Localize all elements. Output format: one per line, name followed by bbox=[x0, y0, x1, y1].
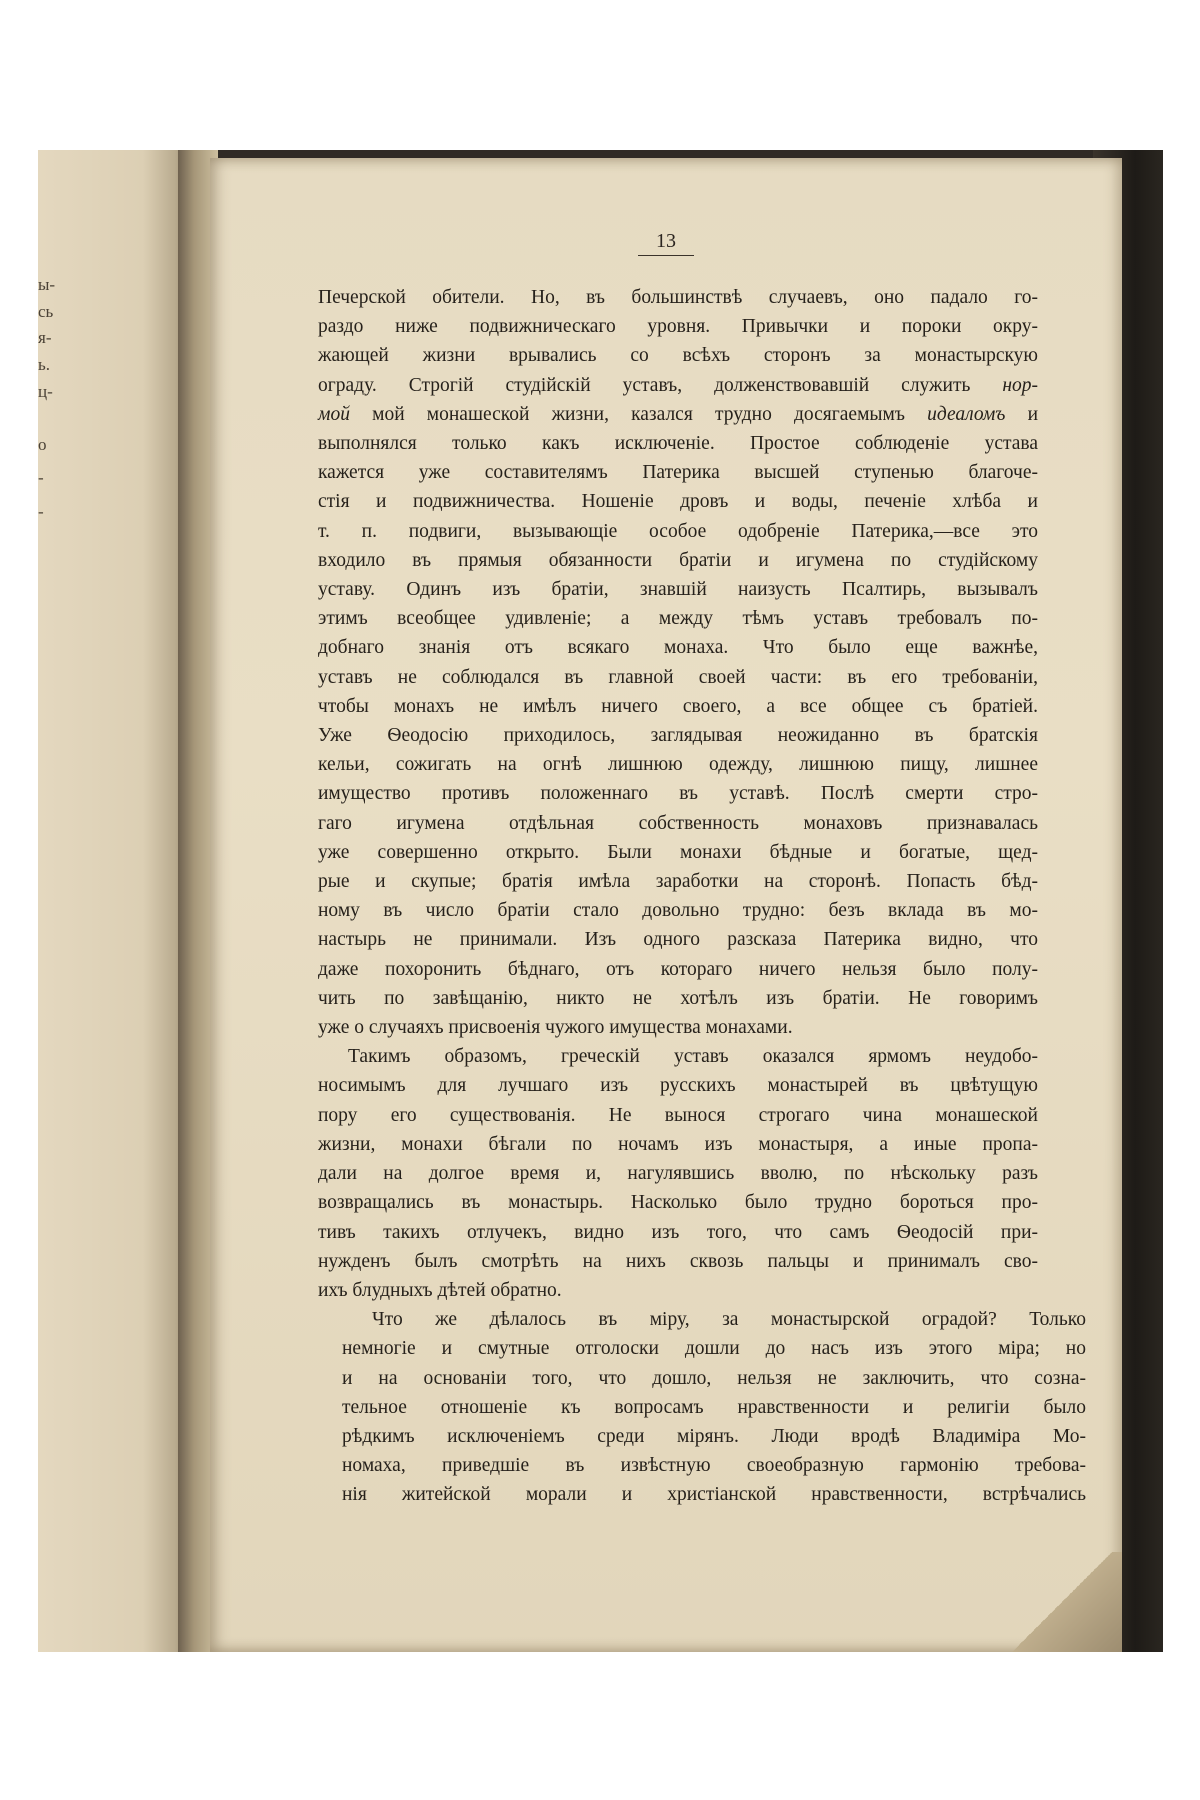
left-page-fragment: сь bbox=[38, 302, 54, 321]
text-line: Такимъ образомъ, греческій уставъ оказался ярмомъ неудобо- bbox=[348, 1046, 1038, 1068]
paragraph-3 bbox=[342, 1305, 1086, 1509]
text-line: т. п. подвиги, вызывающіе особое одобреніе Патерика,—все это bbox=[318, 520, 1038, 542]
text-line: номаха, приведшіе въ извѣстную своеобразную гармонію требова- bbox=[342, 1455, 1086, 1477]
paragraph-1 bbox=[318, 283, 1038, 1042]
text-line: рые и скупые; братія имѣла заработки на сторонѣ. Попасть бѣд- bbox=[318, 871, 1038, 893]
folded-page-corner bbox=[1002, 1552, 1122, 1652]
text-line: уже о случаяхъ присвоенія чужого имущества монахами. bbox=[318, 1017, 793, 1039]
text-line: кельи, сожигать на огнѣ лишнюю одежду, лишнюю пищу, лишнее bbox=[318, 754, 1038, 776]
page-number-text: 13 bbox=[638, 230, 694, 256]
text-segment: мой монашеской жизни, казался трудно досягаемымъ bbox=[372, 403, 905, 425]
text-line: тельное отношеніе къ вопросамъ нравственности и религіи было bbox=[342, 1396, 1086, 1418]
left-page-fragment: ц- bbox=[38, 382, 53, 401]
text-line: входило въ прямыя обязанности братіи и игумена по студійскому bbox=[318, 549, 1038, 571]
text-line: чтобы монахъ не имѣлъ ничего своего, а все общее съ братіей. bbox=[318, 695, 1038, 717]
text-line: дали на долгое время и, нагулявшись вволю, по нѣскольку разъ bbox=[318, 1163, 1038, 1185]
text-line: Что же дѣлалось въ міру, за монастырской оградой? Только bbox=[372, 1309, 1086, 1331]
text-line: стія и подвижничества. Ношеніе дровъ и воды, печеніе хлѣба и bbox=[318, 491, 1038, 513]
text-line: рѣдкимъ исключеніемъ среди мірянъ. Люди вродѣ Владиміра Мо- bbox=[342, 1425, 1086, 1447]
left-page-fragment: ы- bbox=[38, 275, 56, 294]
left-page bbox=[38, 150, 188, 1652]
text-line: Уже Ѳеодосію приходилось, заглядывая неожиданно въ братскія bbox=[318, 725, 1038, 747]
paragraph-2 bbox=[318, 1042, 1038, 1305]
text-line: добнаго знанія отъ всякаго монаха. Что было еще важнѣе, bbox=[318, 637, 1038, 659]
text-line: жающей жизни врывались со всѣхъ сторонъ за монастырскую bbox=[318, 345, 1038, 367]
text-line: уже совершенно открыто. Были монахи бѣдные и богатые, щед- bbox=[318, 841, 1038, 863]
text-line: настырь не принимали. Изъ одного разсказа Патерика видно, что bbox=[318, 929, 1038, 951]
text-line: выполнялся только какъ исключеніе. Простое соблюденіе устава bbox=[318, 433, 1038, 455]
left-page-fragment: ь. bbox=[38, 355, 51, 374]
text-line: носимымъ для лучшаго изъ русскихъ монастырей въ цвѣтущую bbox=[318, 1075, 1038, 1097]
book-photo bbox=[38, 150, 1163, 1652]
text-line: нужденъ былъ смотрѣть на нихъ сквозь пальцы и принималъ сво- bbox=[318, 1250, 1038, 1272]
text-line: уставу. Одинъ изъ братіи, знавшій наизусть Псалтирь, вызывалъ bbox=[318, 579, 1038, 601]
text-line: уставъ не соблюдался въ главной своей части: въ его требованіи, bbox=[318, 666, 1038, 688]
text-line: жизни, монахи бѣгали по ночамъ изъ монастыря, а иные пропа- bbox=[318, 1133, 1038, 1155]
text-segment: и bbox=[1027, 403, 1039, 425]
text-line: пору его существованія. Не вынося строгаго чина монашеской bbox=[318, 1104, 1038, 1126]
text-line: кажется уже составителямъ Патерика высшей ступенью благоче- bbox=[318, 462, 1038, 484]
left-page-fragment: - bbox=[38, 502, 44, 521]
text-line: раздо ниже подвижническаго уровня. Привычки и пороки окру- bbox=[318, 316, 1038, 338]
text-line: имущество противъ положеннаго въ уставѣ. Послѣ смерти стро- bbox=[318, 783, 1038, 805]
right-page bbox=[210, 158, 1122, 1652]
text-line bbox=[318, 371, 1038, 400]
page-number bbox=[210, 230, 1122, 256]
italic-word: нор- bbox=[1002, 374, 1038, 396]
left-page-fragment: я- bbox=[38, 328, 52, 347]
text-line: чить по завѣщанію, никто не хотѣлъ изъ братіи. Не говоримъ bbox=[318, 987, 1038, 1009]
italic-word: мой bbox=[318, 403, 350, 425]
text-line: гаго игумена отдѣльная собственность монаховъ признавалась bbox=[318, 812, 1038, 834]
text-line: и на основаніи того, что дошло, нельзя не заключить, что созна- bbox=[342, 1367, 1086, 1389]
page-text bbox=[318, 283, 1086, 1510]
left-page-fragment: о bbox=[38, 435, 47, 454]
text-line: нія житейской морали и христіанской нравственности, встрѣчались bbox=[342, 1484, 1086, 1506]
text-line: ихъ блудныхъ дѣтей обратно. bbox=[318, 1279, 562, 1301]
left-page-fragment: - bbox=[38, 468, 44, 487]
text-line: тивъ такихъ отлучекъ, видно изъ того, что самъ Ѳеодосій при- bbox=[318, 1221, 1038, 1243]
italic-word: идеаломъ bbox=[927, 403, 1006, 425]
text-line: этимъ всеобщее удивленіе; а между тѣмъ уставъ требовалъ по- bbox=[318, 608, 1038, 630]
text-segment: ограду. Строгій студійскій уставъ, долженствовавшій служить bbox=[318, 374, 971, 396]
text-line bbox=[318, 400, 1038, 429]
text-line: немногіе и смутные отголоски дошли до насъ изъ этого міра; но bbox=[342, 1338, 1086, 1360]
text-line: возвращались въ монастырь. Насколько было трудно бороться про- bbox=[318, 1192, 1038, 1214]
text-line: Печерской обители. Но, въ большинствѣ случаевъ, оно падало го- bbox=[318, 287, 1038, 308]
text-line: ному въ число братіи стало довольно трудно: безъ вклада въ мо- bbox=[318, 900, 1038, 922]
text-line: даже похоронить бѣднаго, отъ котораго ничего нельзя было полу- bbox=[318, 958, 1038, 980]
